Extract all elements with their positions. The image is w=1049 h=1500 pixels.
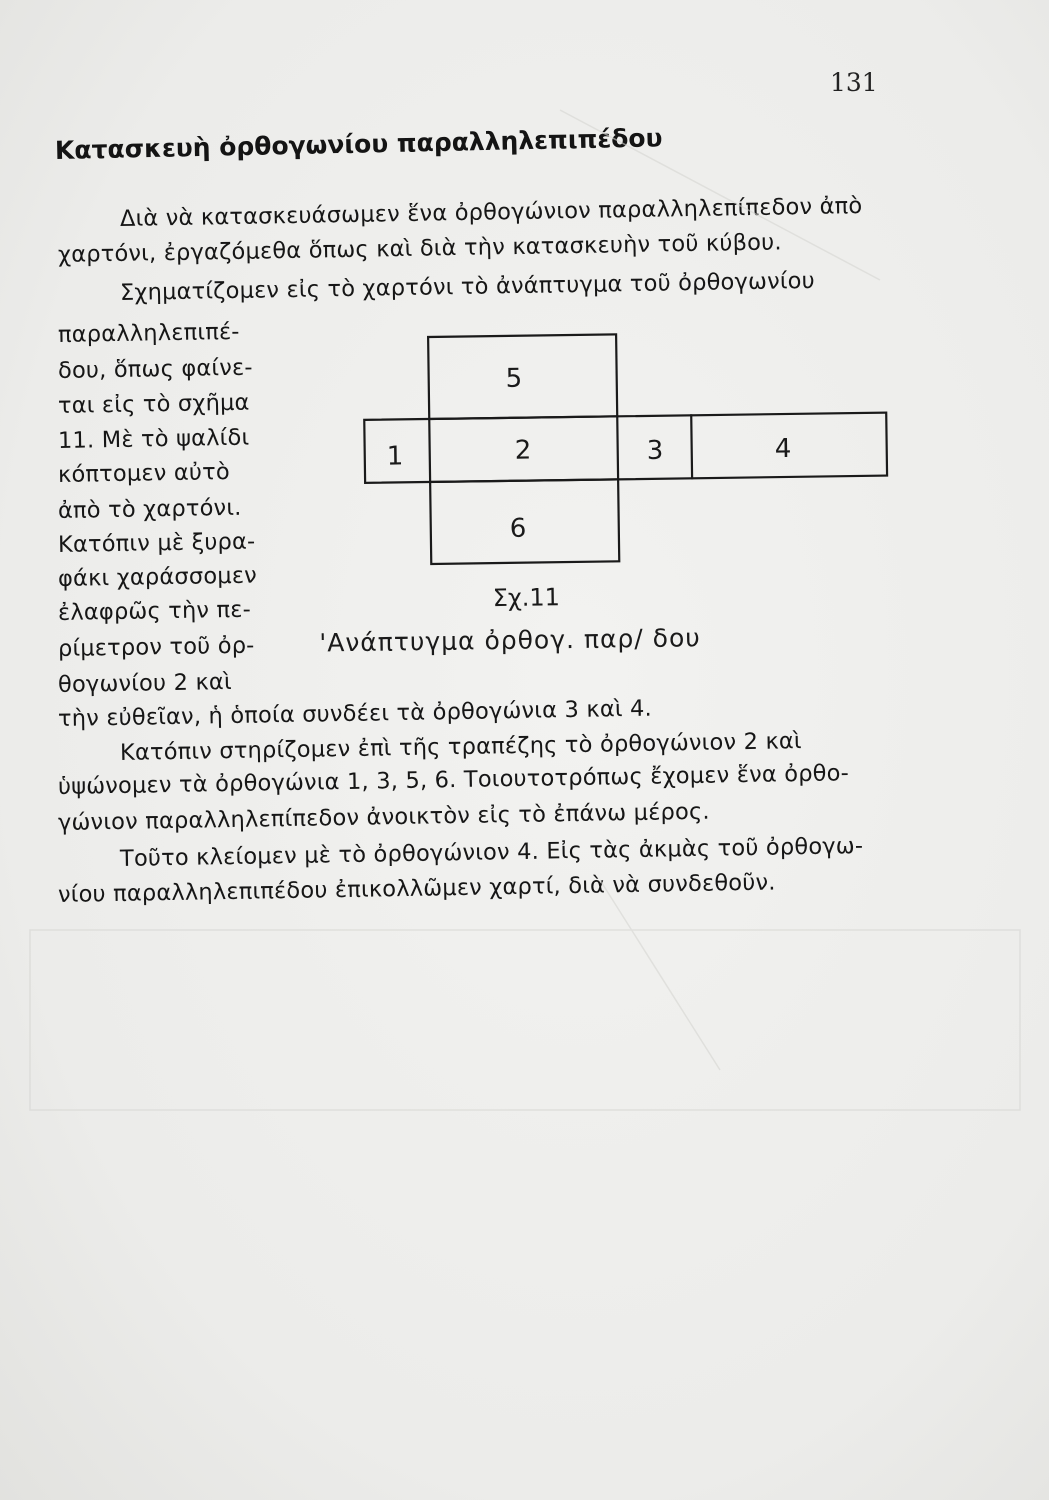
body-line: νίου παραλληλεπιπέδου ἐπικολλῶμεν χαρτί, διὰ νὰ συνδεθοῦν. [57, 869, 776, 908]
fold-line [617, 416, 618, 479]
body-line-narrow: ἐλαφρῶς τὴν πε- [57, 596, 252, 626]
middle-strip-outline [364, 413, 887, 483]
body-line-narrow: παραλληλεπιπέ- [57, 318, 240, 348]
figure-caption: Σχ.11 [492, 583, 561, 613]
body-line-narrow: ἀπὸ τὸ χαρτόνι. [57, 494, 242, 524]
body-line-narrow: θογωνίου 2 καὶ [57, 668, 232, 698]
body-line: ὑψώνομεν τὰ ὀρθογώνια 1, 3, 5, 6. Τοιουτοτρόπως ἔχομεν ἕνα ὀρθο- [57, 760, 850, 800]
body-line-narrow: κόπτομεν αὐτὸ [57, 459, 231, 488]
body-line: τὴν εὐθεῖαν, ἡ ὁποία συνδέει τὰ ὀρθογώνια 3 καὶ 4. [57, 695, 653, 732]
section-heading: Κατασκευὴ ὀρθογωνίου παραλληλεπιπέδου [54, 123, 663, 165]
body-line-narrow: Κατόπιν μὲ ξυρα- [57, 528, 256, 558]
face-label-5: 5 [505, 363, 523, 394]
body-line-narrow: δου, ὅπως φαίνε- [57, 354, 253, 384]
prism-net-drawing [355, 322, 899, 630]
fold-line [429, 419, 430, 482]
face-label-1: 1 [386, 441, 404, 472]
prism-net-figure [319, 322, 900, 700]
face-label-4: 4 [774, 433, 792, 465]
body-line: χαρτόνι, ἐργαζόμεθα ὅπως καὶ διὰ τὴν κατασκευὴν τοῦ κύβου. [57, 229, 782, 268]
figure-title: 'Ανάπτυγμα ὀρθογ. παρ/ δου [319, 623, 701, 658]
body-line: γώνιον παραλληλεπίπεδον ἀνοικτὸν εἰς τὸ ἐπάνω μέρος. [57, 798, 710, 836]
face-label-2: 2 [514, 435, 532, 466]
body-line: Σχηματίζομεν εἰς τὸ χαρτόνι τὸ ἀνάπτυγμα τοῦ ὀρθογωνίου [119, 267, 816, 306]
face-5-outline [428, 334, 617, 419]
face-label-6: 6 [509, 513, 527, 544]
body-line-narrow: φάκι χαράσσομεν [57, 562, 258, 592]
face-label-3: 3 [646, 435, 664, 466]
fold-line [691, 415, 692, 478]
page-number: 131 [830, 68, 878, 97]
body-line-narrow: ται εἰς τὸ σχῆμα [57, 389, 250, 419]
body-line: Διὰ νὰ κατασκευάσωμεν ἕνα ὀρθογώνιον παραλληλεπίπεδον ἀπὸ [119, 193, 863, 232]
body-line: Τοῦτο κλείομεν μὲ τὸ ὀρθογώνιον 4. Εἰς τὰς ἀκμὰς τοῦ ὀρθογω- [119, 833, 864, 872]
body-line-narrow: 11. Μὲ τὸ ψαλίδι [57, 424, 250, 454]
body-line: Κατόπιν στηρίζομεν ἐπὶ τῆς τραπέζης τὸ ὀρθογώνιον 2 καὶ [119, 728, 802, 766]
body-line-narrow: ρίμετρον τοῦ ὀρ- [57, 632, 255, 662]
